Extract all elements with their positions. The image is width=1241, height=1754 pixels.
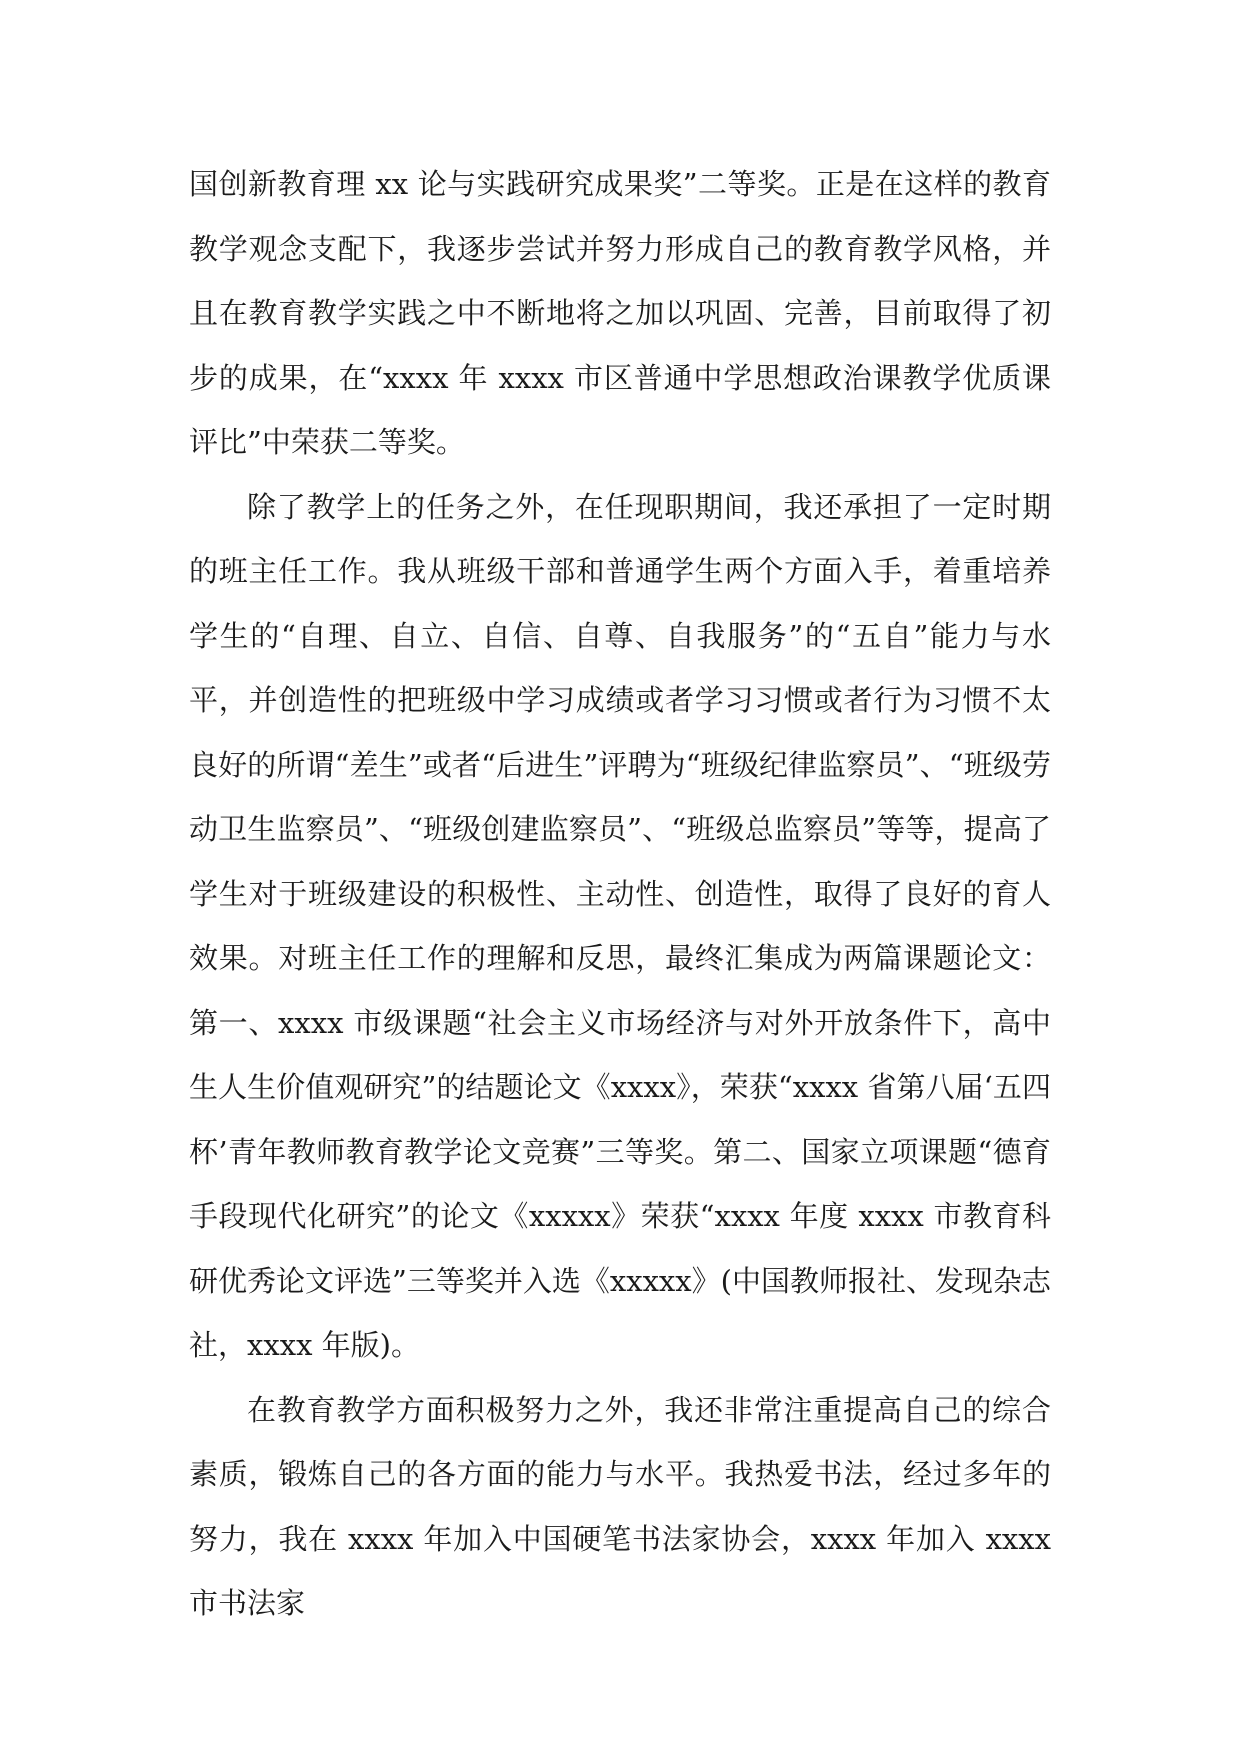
paragraph-1: 国创新教育理 xx 论与实践研究成果奖”二等奖。正是在这样的教育教学观念支配下，我逐步尝试并努力形成自己的教育教学风格，并且在教育教学实践之中不断地将之加以巩固、完善，目前取得了初步的成果，在“xxxx 年 xxxx 市区普通中学思想政治课教学优质课评比”中荣获二等奖。 (189, 167, 1051, 459)
document-body (189, 152, 1051, 1636)
paragraph-3: 在教育教学方面积极努力之外，我还非常注重提高自己的综合素质，锻炼自己的各方面的能力与水平。我热爱书法，经过多年的努力，我在 xxxx 年加入中国硬笔书法家协会，xxxx 年加入 xxxx 市书法家 (189, 1392, 1051, 1620)
paragraph-2: 除了教学上的任务之外，在任现职期间，我还承担了一定时期的班主任工作。我从班级干部和普通学生两个方面入手，着重培养学生的“自理、自立、自信、自尊、自我服务”的“五自”能力与水平，并创造性的把班级中学习成绩或者学习习惯或者行为习惯不太良好的所谓“差生”或者“后进生”评聘为“班级纪律监察员”、“班级劳动卫生监察员”、“班级创建监察员”、“班级总监察员”等等，提高了学生对于班级建设的积极性、主动性、创造性，取得了良好的育人效果。对班主任工作的理解和反思，最终汇集成为两篇课题论文：第一、xxxx 市级课题“社会主义市场经济与对外开放条件下，高中生人生价值观研究”的结题论文《xxxx》，荣获“xxxx 省第八届‘五四杯’青年教师教育教学论文竞赛”三等奖。第二、国家立项课题“德育手段现代化研究”的论文《xxxxx》荣获“xxxx 年度 xxxx 市教育科研优秀论文评选”三等奖并入选《xxxxx》(中国教师报社、发现杂志社，xxxx 年版)。 (189, 489, 1051, 1362)
